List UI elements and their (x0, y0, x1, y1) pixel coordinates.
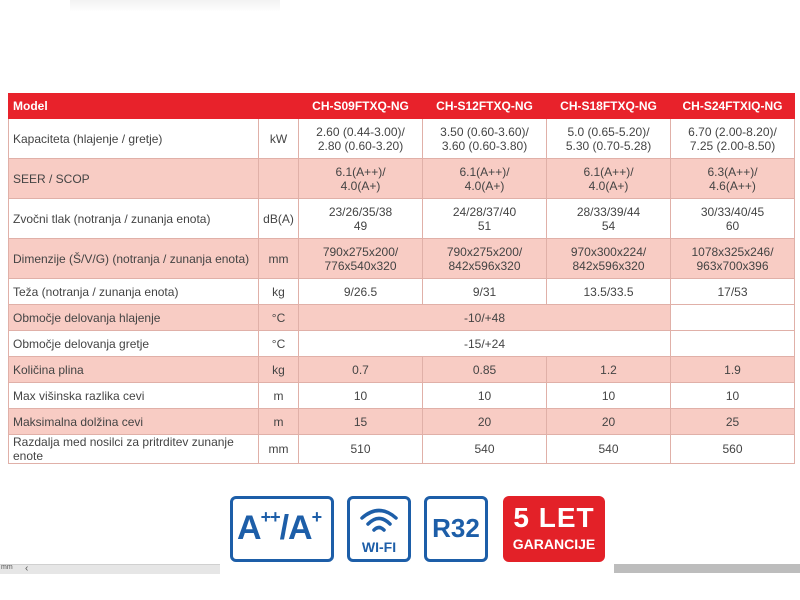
row-value-model-2: 9/31 (423, 279, 547, 305)
value-line: 5.0 (0.65-5.20)/ (567, 124, 650, 139)
table-row (9, 159, 795, 199)
scrollbar-track-right[interactable] (614, 564, 800, 573)
row-value-model-1: 0.7 (299, 357, 423, 383)
header-model-3: CH-S18FTXQ-NG (547, 94, 671, 119)
row-value-model-3: 1.2 (547, 357, 671, 383)
value-line: 30/33/40/45 (700, 204, 765, 219)
value-line: 776x540x320 (324, 258, 397, 273)
row-value-model-2 (423, 199, 547, 239)
value-line: 3.50 (0.60-3.60)/ (440, 124, 529, 139)
row-value-model-4: 1.9 (671, 357, 795, 383)
warranty-badge (503, 496, 605, 562)
wifi-badge (347, 496, 411, 562)
row-value-model-4 (671, 239, 795, 279)
row-label: Količina plina (9, 357, 259, 383)
row-value-model-1 (299, 119, 423, 159)
row-value-model-1: 510 (299, 435, 423, 464)
row-value-model-2: 540 (423, 435, 547, 464)
row-empty-cell (671, 331, 795, 357)
table-row (9, 119, 795, 159)
value-line: 23/26/35/38 (328, 204, 393, 219)
value-line: 6.3(A++)/ (707, 164, 758, 179)
row-label: Območje delovanja hlajenje (9, 305, 259, 331)
value-line: 60 (725, 218, 740, 233)
row-value-model-2: 10 (423, 383, 547, 409)
row-label: Maksimalna dolžina cevi (9, 409, 259, 435)
value-line: 790x275x200/ (446, 244, 523, 259)
row-label: Teža (notranja / zunanja enota) (9, 279, 259, 305)
energy-class-badge (230, 496, 334, 562)
wifi-label: WI-FI (361, 539, 397, 555)
value-line: 790x275x200/ (322, 244, 399, 259)
value-line: 6.1(A++)/ (459, 164, 510, 179)
row-unit: mm (259, 435, 299, 464)
value-line: 4.0(A+) (464, 178, 505, 193)
table-header-row (9, 94, 795, 119)
row-value-model-3: 10 (547, 383, 671, 409)
row-value-model-3 (547, 239, 671, 279)
wifi-icon (359, 504, 399, 538)
row-unit: m (259, 383, 299, 409)
row-label: Območje delovanja gretje (9, 331, 259, 357)
value-line: 1078x325x246/ (691, 244, 774, 259)
r32-label: R32 (432, 513, 480, 543)
row-value-model-1: 15 (299, 409, 423, 435)
header-model-4: CH-S24FTXIQ-NG (671, 94, 795, 119)
row-value-model-2 (423, 239, 547, 279)
value-line: 970x300x224/ (570, 244, 647, 259)
scroll-left-arrow-icon[interactable]: ‹ (25, 563, 29, 574)
table-row (9, 305, 795, 331)
table-row (9, 357, 795, 383)
value-line: 4.0(A+) (588, 178, 629, 193)
row-value-model-4 (671, 159, 795, 199)
value-line: 4.6(A++) (709, 178, 756, 193)
row-unit: dB(A) (259, 199, 299, 239)
row-value-model-1: 10 (299, 383, 423, 409)
row-label: Razdalja med nosilci za pritrditev zunanje enote (9, 435, 259, 464)
row-unit: °C (259, 305, 299, 331)
row-value-model-3 (547, 119, 671, 159)
value-line: 24/28/37/40 (452, 204, 517, 219)
value-line: 28/33/39/44 (576, 204, 641, 219)
value-line: 2.60 (0.44-3.00)/ (316, 124, 405, 139)
value-line: 5.30 (0.70-5.28) (565, 138, 652, 153)
row-unit: m (259, 409, 299, 435)
row-value-model-2: 0.85 (423, 357, 547, 383)
row-value-model-4 (671, 119, 795, 159)
table-row (9, 239, 795, 279)
row-label: Dimenzije (Š/V/G) (notranja / zunanja enota) (9, 239, 259, 279)
row-value-model-2 (423, 119, 547, 159)
value-line: 963x700x396 (696, 258, 769, 273)
row-value-model-1 (299, 199, 423, 239)
value-line: 7.25 (2.00-8.50) (689, 138, 776, 153)
row-value-model-2 (423, 159, 547, 199)
energy-class-sep: /A (279, 509, 312, 547)
row-unit (259, 159, 299, 199)
row-value-model-4: 10 (671, 383, 795, 409)
row-label: SEER / SCOP (9, 159, 259, 199)
energy-class-sup2: + (311, 507, 322, 527)
table-row (9, 279, 795, 305)
horizontal-scrollbar[interactable] (0, 564, 220, 574)
row-unit: kg (259, 357, 299, 383)
table-row (9, 435, 795, 464)
row-empty-cell (671, 305, 795, 331)
row-value-model-4: 17/53 (671, 279, 795, 305)
row-value-model-4 (671, 199, 795, 239)
row-unit: °C (259, 331, 299, 357)
row-label: Kapaciteta (hlajenje / gretje) (9, 119, 259, 159)
value-line: 6.1(A++)/ (583, 164, 634, 179)
row-value-model-3: 13.5/33.5 (547, 279, 671, 305)
value-line: 6.70 (2.00-8.20)/ (688, 124, 777, 139)
value-line: 4.0(A+) (340, 178, 381, 193)
top-faded-area (70, 0, 280, 12)
row-unit: mm (259, 239, 299, 279)
table-row (9, 409, 795, 435)
value-line: 842x596x320 (572, 258, 645, 273)
header-model-1: CH-S09FTXQ-NG (299, 94, 423, 119)
value-line: 49 (353, 218, 368, 233)
value-line: 6.1(A++)/ (335, 164, 386, 179)
row-value-model-4: 25 (671, 409, 795, 435)
row-unit: kW (259, 119, 299, 159)
row-value-model-4: 560 (671, 435, 795, 464)
row-value-model-3 (547, 159, 671, 199)
row-value-model-1 (299, 159, 423, 199)
energy-class-a: A (237, 509, 261, 547)
table-row (9, 331, 795, 357)
row-label: Max višinska razlika cevi (9, 383, 259, 409)
value-line: 51 (477, 218, 492, 233)
row-value-model-1 (299, 239, 423, 279)
row-value-model-3 (547, 199, 671, 239)
energy-class-sup1: ++ (260, 507, 280, 527)
spec-table (8, 93, 795, 464)
scrollbar-unit-label: mm (1, 564, 13, 571)
value-line: 3.60 (0.60-3.80) (441, 138, 528, 153)
row-label: Zvočni tlak (notranja / zunanja enota) (9, 199, 259, 239)
warranty-years: 5 LET (513, 502, 595, 533)
value-line: 842x596x320 (448, 258, 521, 273)
row-value-model-1: 9/26.5 (299, 279, 423, 305)
row-merged-value: -15/+24 (299, 331, 671, 357)
table-row (9, 383, 795, 409)
value-line: 54 (601, 218, 616, 233)
header-model-2: CH-S12FTXQ-NG (423, 94, 547, 119)
header-model-label: Model (9, 94, 299, 119)
row-value-model-3: 540 (547, 435, 671, 464)
r32-badge (424, 496, 488, 562)
row-merged-value: -10/+48 (299, 305, 671, 331)
row-value-model-3: 20 (547, 409, 671, 435)
table-row (9, 199, 795, 239)
warranty-label: GARANCIJE (512, 536, 596, 552)
row-unit: kg (259, 279, 299, 305)
value-line: 2.80 (0.60-3.20) (317, 138, 404, 153)
row-value-model-2: 20 (423, 409, 547, 435)
